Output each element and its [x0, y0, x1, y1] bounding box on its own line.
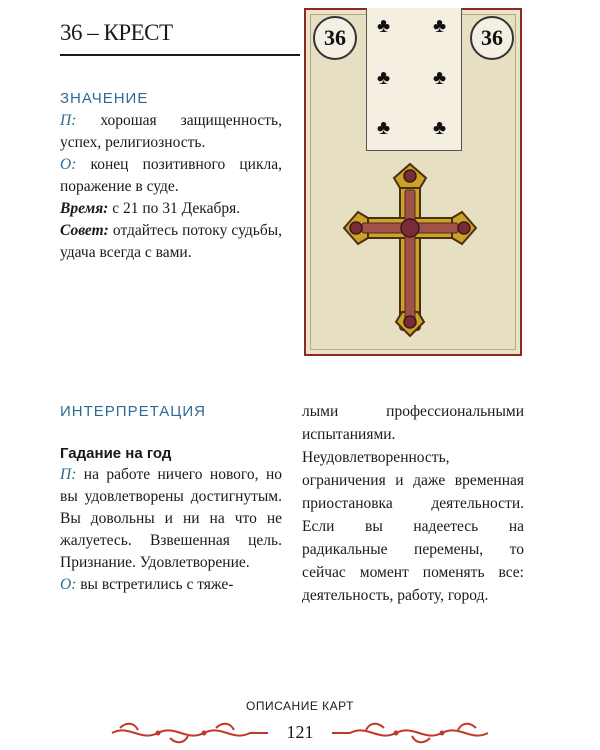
meaning-time	[60, 198, 282, 220]
meaning-advice	[60, 220, 282, 264]
time-text: с 21 по 31 Декабря.	[108, 200, 241, 217]
interpretation-heading: ИНТЕРПРЕТАЦИЯ	[60, 403, 206, 420]
interp-positive-label: П:	[60, 466, 77, 483]
meaning-negative	[60, 154, 282, 198]
interpretation-text-col2: лыми профессиональными испытаниями. Неудовлетворенность, ограничения и даже временная приостановка деятельности. Если вы надеетесь на радикальные перемены, то сейчас момент поменять все: деятельность, работу, город.	[302, 403, 524, 604]
footer-label: ОПИСАНИЕ КАРТ	[246, 699, 354, 713]
interp-negative	[60, 574, 282, 596]
club-icon: ♣	[433, 15, 447, 37]
title-rule	[60, 54, 300, 56]
negative-text: конец позитивного цикла, поражение в суде.	[60, 156, 282, 195]
page-title: 36 – КРЕСТ	[60, 20, 173, 45]
positive-text: хорошая защищенность, успех, религиозность.	[60, 112, 282, 151]
page-number: 121	[286, 722, 314, 742]
cross-icon	[340, 160, 480, 340]
meaning-text	[60, 110, 282, 264]
interp-negative-text: вы встретились с тяже-	[76, 576, 234, 593]
meaning-positive	[60, 110, 282, 154]
club-icon: ♣	[377, 67, 391, 89]
positive-label: П:	[60, 112, 77, 129]
interpretation-text-col1	[60, 464, 282, 596]
card-number-badge-left: 36	[313, 16, 357, 60]
club-icon: ♣	[433, 67, 447, 89]
club-icon: ♣	[377, 117, 391, 139]
club-icon: ♣	[377, 15, 391, 37]
interp-positive-text: на работе ничего нового, но вы удовлетворены достигнутым. Вы довольны и ни на что не жалуетесь. Взвешенная цель. Признание. Удовлетворение.	[60, 466, 282, 571]
time-label: Время:	[60, 200, 109, 217]
advice-label: Совет:	[60, 222, 109, 239]
negative-label: О:	[60, 156, 77, 173]
card-number-badge-right: 36	[470, 16, 514, 60]
interpretation-subheading: Гадание на год	[60, 445, 172, 462]
interp-positive	[60, 464, 282, 574]
advice-text: отдайтесь потоку судьбы, удача всегда с вами.	[60, 222, 282, 261]
interp-negative-label: О:	[60, 576, 77, 593]
club-icon: ♣	[433, 117, 447, 139]
ornament-right-icon	[330, 722, 490, 744]
meaning-heading: ЗНАЧЕНИЕ	[60, 90, 149, 107]
